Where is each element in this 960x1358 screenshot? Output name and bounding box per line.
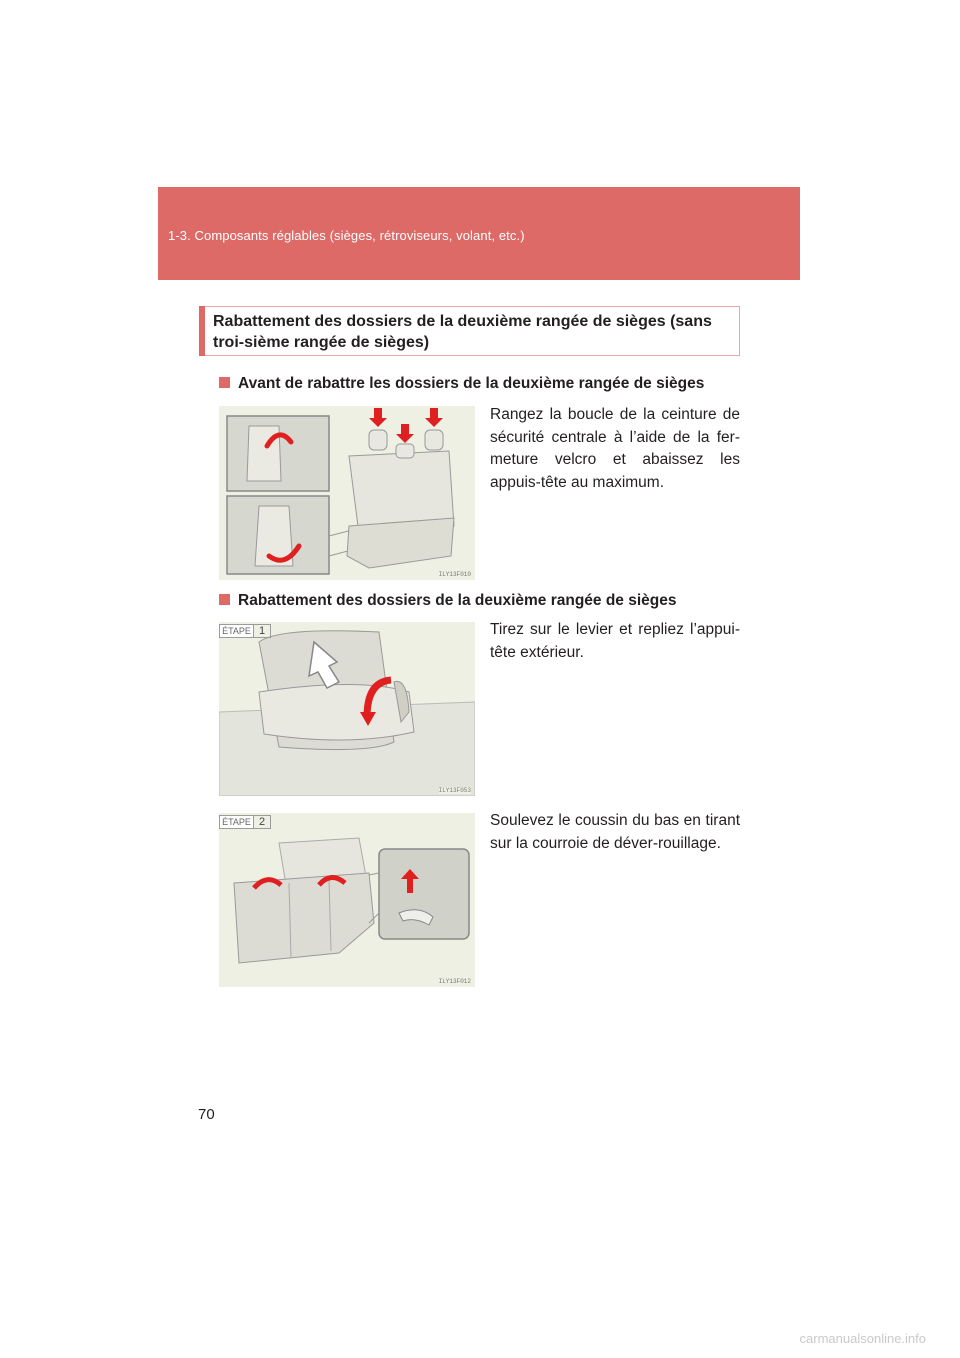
step-1-text: Tirez sur le levier et repliez l’appui-tête extérieur.	[490, 621, 740, 661]
figure-code: ILY13F010	[438, 571, 471, 578]
square-bullet-icon	[219, 594, 230, 605]
breadcrumb: 1-3. Composants réglables (sièges, rétroviseurs, volant, etc.)	[168, 228, 525, 243]
figure-step-2	[219, 813, 475, 987]
instruction-text: Rangez la boucle de la ceinture de sécurité centrale à l’aide de la fer-meture velcro et abaissez les appuis-tête au maximum.	[490, 406, 740, 491]
step-badge-2: ÉTAPE 2	[219, 815, 271, 829]
square-bullet-icon	[219, 377, 230, 388]
subheading-folding: Rabattement des dossiers de la deuxième rangée de sièges	[219, 592, 677, 610]
watermark: carmanualsonline.info	[799, 1331, 926, 1346]
figure-code: ILY13F012	[438, 978, 471, 985]
figure-step-1	[219, 622, 475, 796]
section-title: Rabattement des dossiers de la deuxième rangée de sièges (sans troi-sième rangée de sièges)	[213, 313, 712, 351]
page-number: 70	[198, 1106, 215, 1123]
subheading-before-folding: Avant de rabattre les dossiers de la deuxième rangée de sièges	[219, 375, 704, 393]
step-badge-1: ÉTAPE 1	[219, 624, 271, 638]
section-accent-bar	[199, 306, 205, 356]
step-2-text: Soulevez le coussin du bas en tirant sur la courroie de déver-rouillage.	[490, 812, 740, 852]
figure-code: ILY13F053	[438, 787, 471, 794]
figure-headrests-buckle	[219, 406, 475, 580]
